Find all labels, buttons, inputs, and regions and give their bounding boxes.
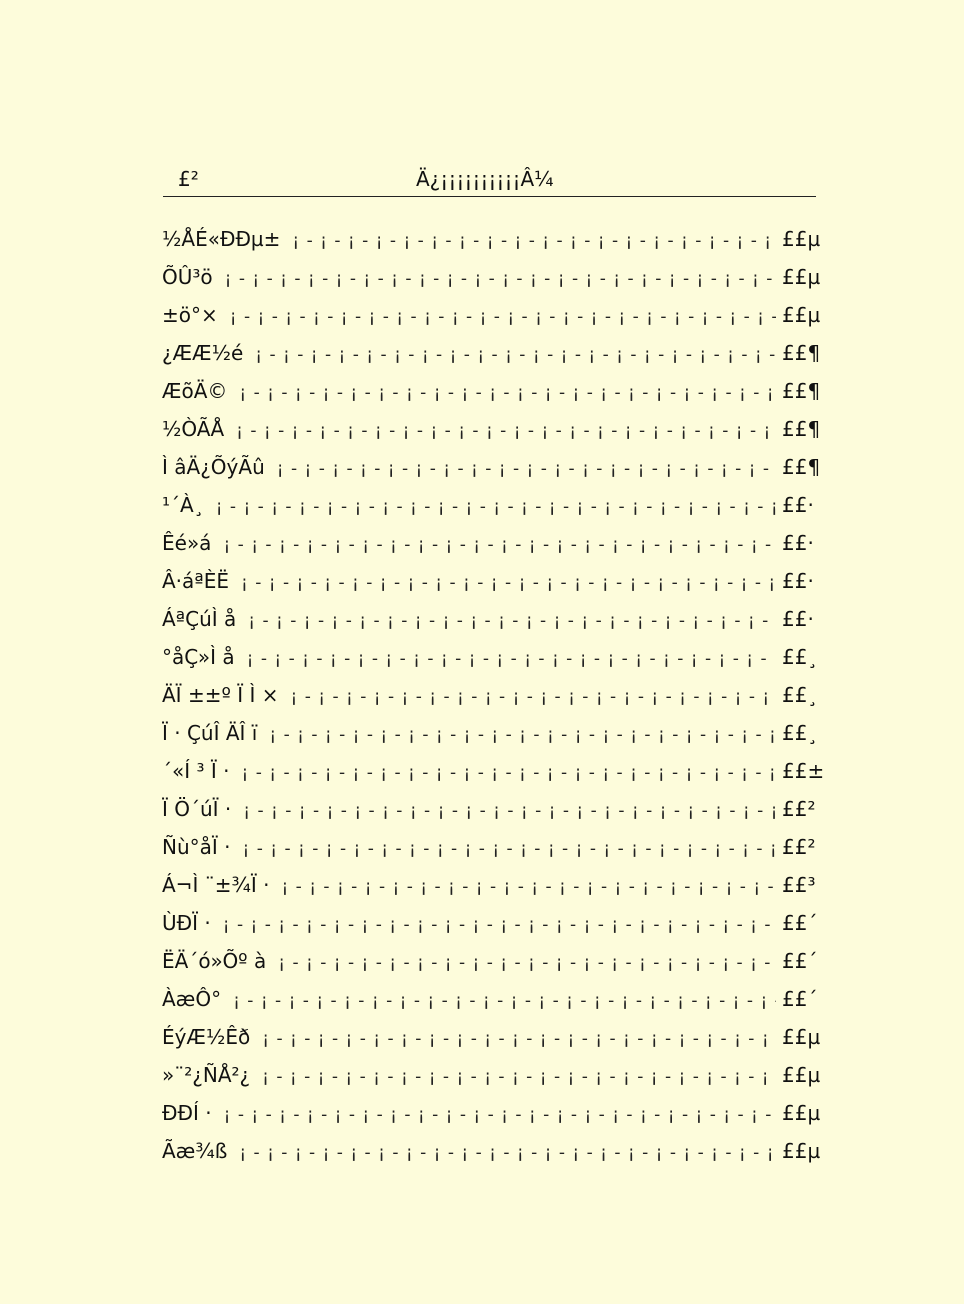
toc-entry-page: ££´ — [782, 987, 818, 1011]
toc-entry-page: ££µ — [782, 1025, 821, 1049]
running-title: Ä¿¡¡¡¡¡¡¡¡¡¡Â¼ — [416, 167, 554, 191]
toc-entry-title: ÉýÆ½Êð — [162, 1025, 251, 1049]
toc-entry — [162, 718, 830, 756]
toc-entry-page: ££´ — [782, 949, 818, 973]
toc-entry-page: ££¶ — [782, 455, 821, 479]
toc-entry-title: ÁªÇúÌ å — [162, 607, 237, 631]
toc-entry — [162, 642, 830, 680]
toc-entry — [162, 794, 830, 832]
toc-dot-leader — [262, 1062, 776, 1092]
toc-entry — [162, 528, 830, 566]
toc-entry-page: ££± — [782, 759, 825, 783]
toc-dot-leader — [247, 644, 776, 674]
toc-dot-leader — [241, 568, 776, 598]
toc-entry — [162, 908, 830, 946]
toc-entry — [162, 756, 830, 794]
toc-entry-title: ±ö°× — [162, 303, 218, 327]
toc-dot-leader — [236, 416, 776, 446]
toc-dot-leader — [224, 1100, 776, 1130]
toc-entry-title: ÆõÄ© — [162, 379, 228, 403]
toc-entry — [162, 566, 830, 604]
toc-entry-page: ££¶ — [782, 341, 821, 365]
toc-entry-title: Êé»á — [162, 531, 212, 555]
toc-dot-leader — [277, 454, 776, 484]
toc-dot-leader — [239, 1138, 776, 1168]
toc-entry — [162, 490, 830, 528]
toc-entry — [162, 1060, 830, 1098]
toc-entry-page: ££µ — [782, 1101, 821, 1125]
toc-dot-leader — [291, 682, 776, 712]
toc-entry-page: ££´ — [782, 911, 818, 935]
toc-entry — [162, 224, 830, 262]
toc-dot-leader — [239, 378, 776, 408]
toc-entry-title: Ï · ÇúÎ ÄÎ ï — [162, 721, 258, 745]
toc-entry-page: ££· — [782, 493, 814, 517]
toc-entry — [162, 680, 830, 718]
toc-dot-leader — [223, 530, 776, 560]
toc-entry-page: ££² — [782, 835, 816, 859]
toc-entry-page: ££µ — [782, 227, 821, 251]
toc-entry-title: ÀæÔ° — [162, 987, 222, 1011]
toc-entry-title: ¿ÆÆ½é — [162, 341, 244, 365]
toc-entry-page: ££¶ — [782, 417, 821, 441]
toc-entry-page: ££³ — [782, 873, 816, 897]
toc-entry-page: ££· — [782, 607, 814, 631]
header-rule — [163, 196, 816, 197]
toc-dot-leader — [278, 948, 776, 978]
table-of-contents — [162, 224, 830, 1174]
toc-entry-page: ££· — [782, 569, 814, 593]
toc-entry — [162, 946, 830, 984]
toc-entry-page: ££· — [782, 531, 814, 555]
toc-entry-page: ££² — [782, 797, 816, 821]
toc-entry-page: ££¸ — [782, 645, 818, 669]
toc-entry-title: ½ÅÉ«ÐÐµ± — [162, 227, 281, 251]
toc-entry-title: °åÇ»Ì å — [162, 645, 235, 669]
toc-entry-page: ££¸ — [782, 721, 818, 745]
toc-entry-title: Á¬Ì ¨±¾Ï · — [162, 873, 270, 897]
toc-entry — [162, 1136, 830, 1174]
toc-entry-page: ££¸ — [782, 683, 818, 707]
toc-entry-title: Ñù°åÏ · — [162, 835, 231, 859]
toc-entry-page: ££µ — [782, 265, 821, 289]
toc-entry — [162, 300, 830, 338]
toc-entry-page: ££µ — [782, 1063, 821, 1087]
toc-entry — [162, 984, 830, 1022]
toc-entry-title: ÄÏ ±±º Ï Ì × — [162, 683, 279, 707]
toc-entry — [162, 832, 830, 870]
toc-entry — [162, 376, 830, 414]
toc-entry-title: ½ÒÃÅ — [162, 417, 225, 441]
toc-entry-title: ÐÐÍ · — [162, 1101, 212, 1125]
toc-entry-title: Ï Ö´úÏ · — [162, 797, 232, 821]
toc-entry-title: ÕÛ³ö — [162, 265, 213, 289]
toc-entry — [162, 452, 830, 490]
toc-entry-title: ¹´À¸ — [162, 493, 204, 517]
toc-entry — [162, 870, 830, 908]
toc-dot-leader — [230, 302, 776, 332]
toc-dot-leader — [225, 264, 776, 294]
toc-entry — [162, 1098, 830, 1136]
toc-dot-leader — [241, 758, 776, 788]
toc-dot-leader — [216, 492, 776, 522]
page-number: £² — [178, 167, 199, 191]
toc-entry — [162, 1022, 830, 1060]
toc-entry-title: ÙÐÏ · — [162, 911, 211, 935]
toc-entry — [162, 338, 830, 376]
toc-entry-page: ££µ — [782, 303, 821, 327]
toc-dot-leader — [243, 796, 776, 826]
toc-entry — [162, 414, 830, 452]
toc-dot-leader — [243, 834, 776, 864]
toc-dot-leader — [281, 872, 776, 902]
toc-dot-leader — [292, 226, 776, 256]
toc-dot-leader — [233, 986, 776, 1016]
toc-entry-title: Â·áªÈË — [162, 569, 229, 593]
toc-dot-leader — [269, 720, 776, 750]
page-header — [163, 166, 816, 196]
toc-entry-title: ´«Í ³ Ï · — [162, 759, 230, 783]
toc-dot-leader — [262, 1024, 776, 1054]
toc-dot-leader — [255, 340, 776, 370]
toc-entry-title: Ì âÄ¿ÕýÃû — [162, 455, 265, 479]
toc-entry-title: »¨²¿ÑÅ²¿ — [162, 1063, 251, 1087]
toc-dot-leader — [223, 910, 776, 940]
toc-entry-page: ££µ — [782, 1139, 821, 1163]
toc-dot-leader — [248, 606, 776, 636]
toc-entry-page: ££¶ — [782, 379, 821, 403]
toc-entry — [162, 262, 830, 300]
toc-entry — [162, 604, 830, 642]
toc-entry-title: ËÄ´ó»Õº à — [162, 949, 267, 973]
toc-entry-title: Ãæ¾ß — [162, 1139, 228, 1163]
